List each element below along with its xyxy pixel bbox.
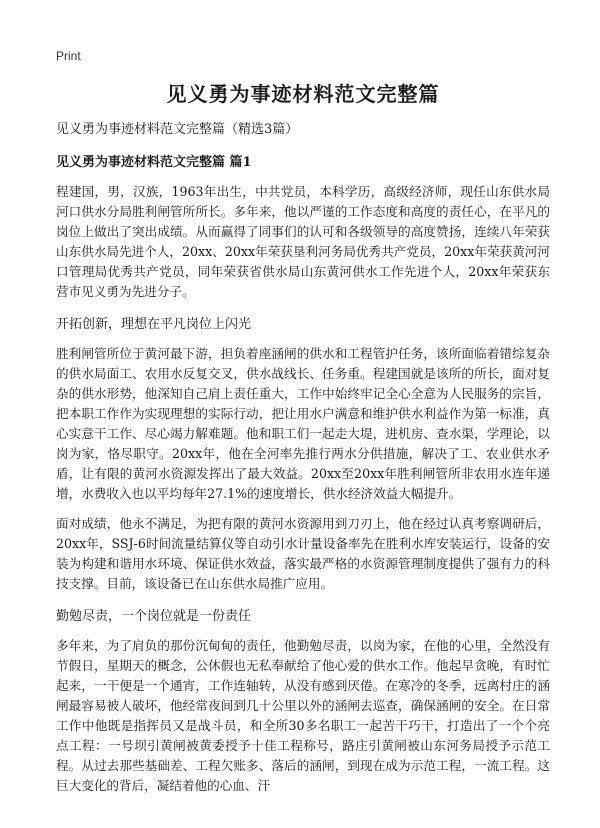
document-title: 见义勇为事迹材料范文完整篇 — [166, 82, 440, 106]
subheading-innovation: 开拓创新，理想在平凡岗位上闪光 — [56, 317, 252, 332]
paragraph-water-supply: 胜利闸管所位于黄河最下游，担负着座涵闸的供水和工程管护任务，该所面临着错综复杂的供水局面工、农用水反复交叉，供水战线长、任务重。程建国就是该所的所长，面对复杂的供水形势，他深知自己肩上责任重大，工作中始终牢记全心全意为人民服务的宗旨，把本职工作作为实现理想的实际行动，把让用水户满意和维护供水利益作为第一标准，真心实意干工作、尽心竭力解难题。他和职工们一起走大堤，进机房、查水渠，学理论，以岗为家，恪尽职守。20xx年，他在全河率先推行两水分供措施，解决了工、农业供水矛盾，让有限的黄河水资源发挥出了最大效益。20xx至20xx年胜利闸管所非农用水连年递增，水费收入也以平均每年27.1%的速度增长，供水经济效益大幅提升。 — [56, 346, 550, 501]
paragraph-intro: 程建国，男，汉族，1963年出生，中共党员，本科学历，高级经济师，现任山东供水局河口供水分局胜利闸管所所长。多年来，他以严谨的工作态度和高度的责任心，在平凡的岗位上做出了突出成绩。从而赢得了同事们的认可和各级领导的高度赞扬，连续八年荣获山东供水局先进个人，20xx、20xx年荣获垦利河务局优秀共产党员，20xx年荣获黄河河口管理局优秀共产党员，同年荣获省供水局山东黄河供水工作先进个人，20xx年荣获东营市见义勇为先进分子。 — [56, 184, 550, 299]
paragraph-diligence: 多年来，为了肩负的那份沉甸甸的责任，他勤勉尽责，以岗为家，在他的心里，全然没有节假日，星期天的概念，公休假也无私奉献给了他心爱的供水工作。他起早贪晚，有时忙起来，一干便是一个通宵，工作连轴转，从没有感到厌倦。在寒冷的冬季，远离村庄的涵闸最容易被人破坏，他经常夜间到几十公里以外的涵闸去巡查，确保涵闸的安全。在日常工作中他既是指挥员又是战斗员，和全所30多名职工一起苦干巧干，打造出了一个个亮点工程：一号坝引黄闸被黄委授予十佳工程称号，路庄引黄闸被山东河务局授予示范工程。从过去那些基础差、工程欠账多、落后的涵闸，到现在成为示范工程，一流工程。这巨大变化的背后，凝结着他的心血、汗 — [56, 638, 550, 793]
document-subtitle: 见义勇为事迹材料范文完整篇（精选3篇） — [56, 122, 299, 137]
section-heading: 见义勇为事迹材料范文完整篇 篇1 — [56, 155, 252, 170]
print-label: Print — [56, 49, 81, 63]
paragraph-technology: 面对成绩，他永不满足，为把有限的黄河水资源用到刀刃上，他在经过认真考察调研后，20xx年，SSJ-6时间流量结算仪等自动引水计量设备率先在胜利水库安装运行，设备的安装为构建和谐用水环境、保证供水效益，落实最严格的水资源管理制度提供了强有力的科技支撑。目前，该设备已在山东供水局推广应用。 — [56, 516, 550, 591]
subheading-diligence: 勤勉尽责，一个岗位就是一份责任 — [56, 609, 252, 624]
